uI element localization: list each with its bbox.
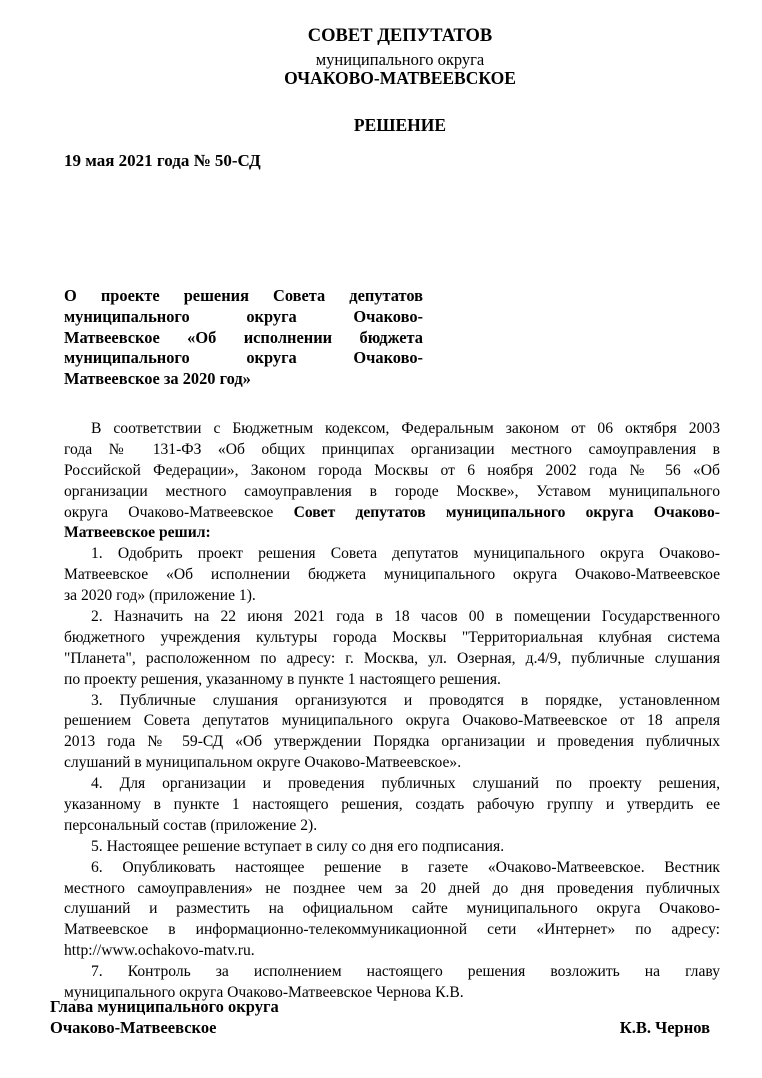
preamble-line bbox=[64, 503, 720, 524]
decision-item-line: муниципального округа Очаково-Матвеевское Чернова К.В. bbox=[64, 984, 464, 1002]
subject-line: муниципального округа Очаково- bbox=[64, 348, 423, 368]
decision-item-line: за 2020 год» (приложение 1). bbox=[64, 587, 256, 605]
council-title: СОВЕТ ДЕПУТАТОВ bbox=[307, 26, 493, 46]
decision-item bbox=[64, 837, 720, 858]
decision-item-line: 2. Назначить на 22 июня 2021 года в 18 часов 00 в помещении Государственного bbox=[91, 608, 720, 626]
decision-item-line: 3. Публичные слушания организуются и проводятся в порядке, установленном bbox=[91, 691, 720, 709]
signatory-title-line2: Очаково-Матвеевское bbox=[50, 1018, 217, 1037]
decision-item-line: http://www.ochakovo-matv.ru. bbox=[64, 942, 255, 960]
subject-line: Матвеевское «Об исполнении бюджета bbox=[64, 327, 423, 347]
preamble-text: округа Очаково-Матвеевское bbox=[64, 503, 294, 521]
decision-item-line: указанному в пункте 1 настоящего решения, создать рабочую группу и утвердить ее bbox=[64, 796, 720, 814]
decision-item-line: по проекту решения, указанному в пункте 1 настоящего решения. bbox=[64, 670, 501, 688]
decision-item bbox=[64, 544, 720, 607]
decision-item-line: 1. Одобрить проект решения Совета депутатов муниципального округа Очаково- bbox=[91, 545, 720, 563]
signatory-title-line1: Глава муниципального округа bbox=[50, 997, 279, 1016]
decision-item-line: Матвеевское в информационно-телекоммуникационной сети «Интернет» по адресу: bbox=[64, 921, 720, 939]
subject-line: муниципального округа Очаково- bbox=[64, 306, 423, 326]
subject-line: Матвеевское за 2020 год» bbox=[64, 369, 251, 389]
preamble-line: организации местного самоуправления в городе Москве», Уставом муниципального bbox=[64, 482, 720, 500]
decision-item-line: 2013 года № 59-СД «Об утверждении Порядка организации и проведения публичных bbox=[64, 733, 720, 751]
decision-item-line: "Планета", расположенном по адресу: г. Москва, ул. Озерная, д.4/9, публичные слушания bbox=[64, 649, 720, 667]
decision-item-line: 4. Для организации и проведения публичных слушаний по проекту решения, bbox=[91, 775, 720, 793]
date-number: 19 мая 2021 года № 50-СД bbox=[64, 151, 261, 170]
decision-item-line: решением Совета депутатов муниципального округа Очаково-Матвеевское от 18 апреля bbox=[64, 712, 720, 730]
decision-items bbox=[64, 544, 720, 1004]
preamble-line: Российской Федерации», Законом города Москвы от 6 ноября 2002 года № 56 «Об bbox=[64, 461, 720, 479]
document-type: РЕШЕНИЕ bbox=[353, 115, 447, 135]
document-subject bbox=[64, 286, 423, 390]
decision-item-line: местного самоуправления» не позднее чем за 20 дней до дня проведения публичных bbox=[64, 879, 720, 897]
signatory-name: К.В. Чернов bbox=[619, 1018, 710, 1037]
decision-item-line: персональный состав (приложение 2). bbox=[64, 816, 318, 834]
preamble bbox=[64, 419, 720, 544]
subject-line: О проекте решения Совета депутатов bbox=[64, 286, 423, 305]
district-type: муниципального округа bbox=[315, 50, 485, 69]
decision-item-line: 5. Настоящее решение вступает в силу со дня его подписания. bbox=[91, 837, 505, 855]
preamble-line: В соответствии с Бюджетным кодексом, Федеральным законом от 06 октября 2003 bbox=[91, 420, 720, 437]
decision-item-line: 6. Опубликовать настоящее решение в газете «Очаково-Матвеевское. Вестник bbox=[91, 858, 720, 876]
decision-item bbox=[64, 691, 720, 775]
decision-item bbox=[64, 858, 720, 962]
council-decided-text: Совет депутатов муниципального округа Очаково- bbox=[293, 503, 720, 521]
decision-item-line: слушаний в муниципальном округе Очаково-Матвеевское». bbox=[64, 754, 462, 772]
council-decided-text: Матвеевское решил: bbox=[64, 524, 211, 542]
document-body bbox=[64, 419, 720, 1004]
decision-item-line: слушаний и разместить на официальном сайте муниципального округа Очаково- bbox=[64, 900, 720, 918]
preamble-line: года № 131-ФЗ «Об общих принципах организации местного самоуправления в bbox=[64, 440, 720, 458]
decision-item bbox=[64, 774, 720, 837]
signature-block bbox=[50, 996, 710, 1038]
decision-item-line: бюджетного учреждения культуры города Москвы "Территориальная клубная система bbox=[64, 628, 720, 646]
decision-item-line: 7. Контроль за исполнением настоящего решения возложить на главу bbox=[91, 963, 720, 981]
decision-item bbox=[64, 607, 720, 691]
decision-item-line: Матвеевское «Об исполнении бюджета муниципального округа Очаково-Матвеевское bbox=[64, 566, 720, 584]
district-name: ОЧАКОВО-МАТВЕЕВСКОЕ bbox=[284, 68, 516, 88]
